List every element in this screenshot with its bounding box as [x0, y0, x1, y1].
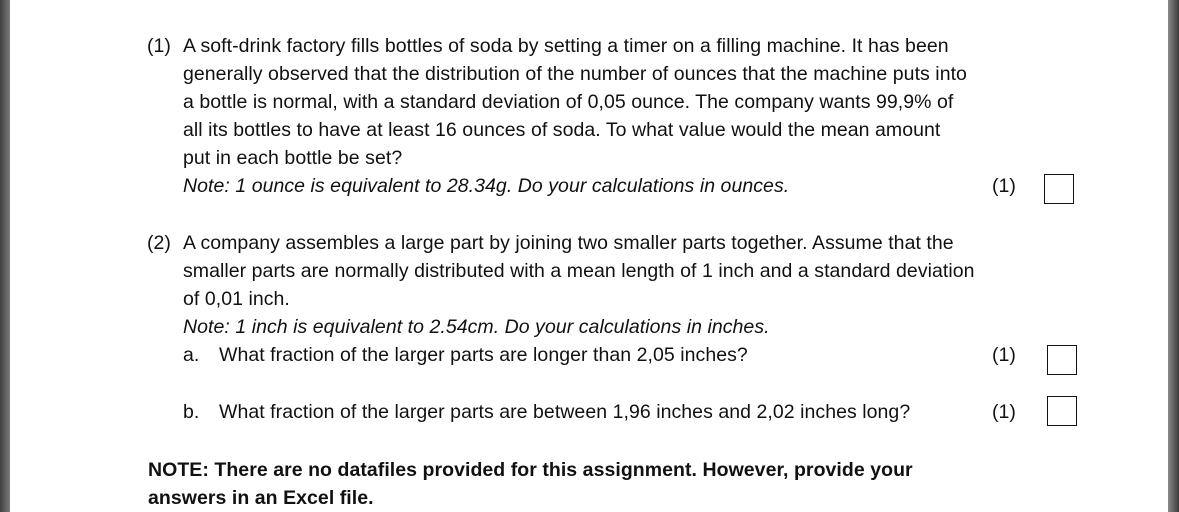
q1-line-3: a bottle is normal, with a standard deviation of 0,05 ounce. The company wants 99,9% of — [183, 91, 954, 113]
q1-line-4: all its bottles to have at least 16 ounces of soda. To what value would the mean amount — [183, 119, 941, 141]
q1-marks: (1) — [992, 175, 1016, 197]
q1-line-5: put in each bottle be set? — [183, 147, 403, 169]
left-edge-shadow — [0, 0, 10, 512]
q2a-text: What fraction of the larger parts are longer than 2,05 inches? — [219, 344, 748, 366]
q2b-marks: (1) — [992, 401, 1016, 423]
q1-answer-checkbox[interactable] — [1044, 174, 1074, 204]
q2-line-1: A company assembles a large part by joining two smaller parts together. Assume that the — [183, 232, 954, 254]
q2a-label: a. — [183, 344, 200, 366]
q2b-text: What fraction of the larger parts are between 1,96 inches and 2,02 inches long? — [219, 401, 911, 423]
q1-line-2: generally observed that the distribution of the number of ounces that the machine puts into — [183, 63, 967, 85]
q2-note: Note: 1 inch is equivalent to 2.54cm. Do your calculations in inches. — [183, 316, 770, 338]
footer-note-line-2: answers in an Excel file. — [148, 487, 374, 509]
q2b-answer-checkbox[interactable] — [1047, 396, 1077, 426]
right-edge-shadow — [1168, 0, 1179, 512]
q1-note: Note: 1 ounce is equivalent to 28.34g. Do your calculations in ounces. — [183, 175, 790, 197]
document-page — [10, 0, 1168, 512]
q2a-answer-checkbox[interactable] — [1047, 345, 1077, 375]
footer-note-line-1: NOTE: There are no datafiles provided for this assignment. However, provide your — [148, 459, 913, 481]
q2-line-3: of 0,01 inch. — [183, 288, 290, 310]
q2-number: (2) — [147, 232, 171, 254]
q1-line-1: A soft-drink factory fills bottles of soda by setting a timer on a filling machine. It has been — [183, 35, 949, 57]
q2b-label: b. — [183, 401, 200, 423]
q1-number: (1) — [147, 35, 171, 57]
q2-line-2: smaller parts are normally distributed with a mean length of 1 inch and a standard deviation — [183, 260, 975, 282]
q2a-marks: (1) — [992, 344, 1016, 366]
